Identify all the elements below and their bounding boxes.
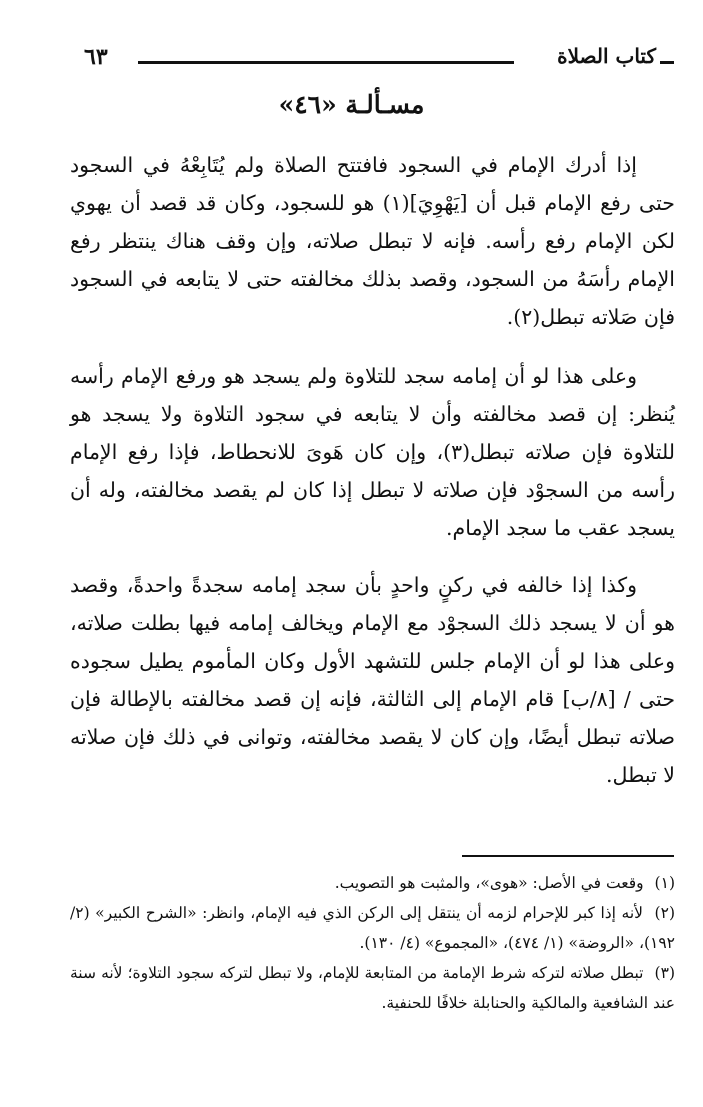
footnote-number: (٣)	[654, 964, 675, 982]
footnote	[70, 898, 675, 958]
paragraph: إذا أدرك الإمام في السجود فافتتح الصلاة ولم يُتَابِعْهُ في السجود حتى رفع الإمام قبل أن [يَهْوِيَ](١) هو للسجود، وكان قد قصد أن يهوي لكن الإمام رفع رأسه. فإنه لا تبطل صلاته، وإن وقف هناك ينتظر رفع الإمام رأسَهُ من السجود، وقصد بذلك مخالفته حتى لا يتابعه في السجود فإن صَلاته تبطل(٢).	[70, 153, 675, 329]
footnote-text: لأنه إذا كبر للإحرام لزمه أن ينتقل إلى الركن الذي فيه الإمام، وانظر: «الشرح الكبير» (٢/ ١٩٢)، «الروضة» (١/ ٤٧٤)، «المجموع» (٤/ ١٣٠).	[70, 904, 675, 952]
footnote-text: تبطل صلاته لتركه شرط الإمامة من المتابعة للإمام، ولا تبطل لتركه سجود التلاوة؛ لأنه سنة عند الشافعية والمالكية والحنابلة خلافًا للحنفية.	[70, 964, 675, 1012]
header-rule-tail	[660, 61, 674, 64]
footnote-separator	[462, 855, 674, 857]
footnote	[70, 868, 675, 898]
footnote-number: (١)	[654, 874, 675, 892]
header-rule	[138, 61, 514, 64]
running-header	[84, 40, 674, 76]
footnote-number: (٢)	[654, 904, 675, 922]
book-title: كتاب الصلاة	[557, 44, 656, 68]
paragraph-block	[70, 357, 675, 547]
footnote	[70, 958, 675, 1018]
paragraph: وعلى هذا لو أن إمامه سجد للتلاوة ولم يسجد هو ورفع الإمام رأسه يُنظر: إن قصد مخالفته وأن لا يتابعه في سجود التلاوة ولا يسجد هو للتلاوة فإن صلاته تبطل(٣)، وإن كان هَوىَ للانحطاط، فإذا رفع الإمام رأسه من السجوْد فإن صلاته لا تبطل إذا كان لم يقصد مخالفته، وله أن يسجد عقب ما سجد الإمام.	[70, 364, 675, 540]
page-number: ٦٣	[84, 44, 108, 70]
paragraph: وكذا إذا خالفه في ركنٍ واحدٍ بأن سجد إمامه سجدةً واحدةً، وقصد هو أن لا يسجد ذلك السجوْد مع الإمام ويخالف إمامه فيها بطلت صلاته، وعلى هذا لو أن الإمام جلس للتشهد الأول وكان المأموم يطيل سجوده حتى / [٨/ب] قام الإمام إلى الثالثة، فإنه إن قصد مخالفته بالإطالة فإن صلاته تبطل أيضًا، وإن كان لا يقصد مخالفته، وتوانى في ذلك فإن صلاته لا تبطل.	[70, 573, 675, 787]
footnotes	[70, 868, 675, 1018]
paragraph-block	[70, 566, 675, 794]
footnote-text: وقعت في الأصل: «هوى»، والمثبت هو التصويب.	[334, 874, 644, 892]
paragraph-block	[70, 146, 675, 336]
issue-heading: مسـألـة «٤٦»	[278, 90, 425, 119]
